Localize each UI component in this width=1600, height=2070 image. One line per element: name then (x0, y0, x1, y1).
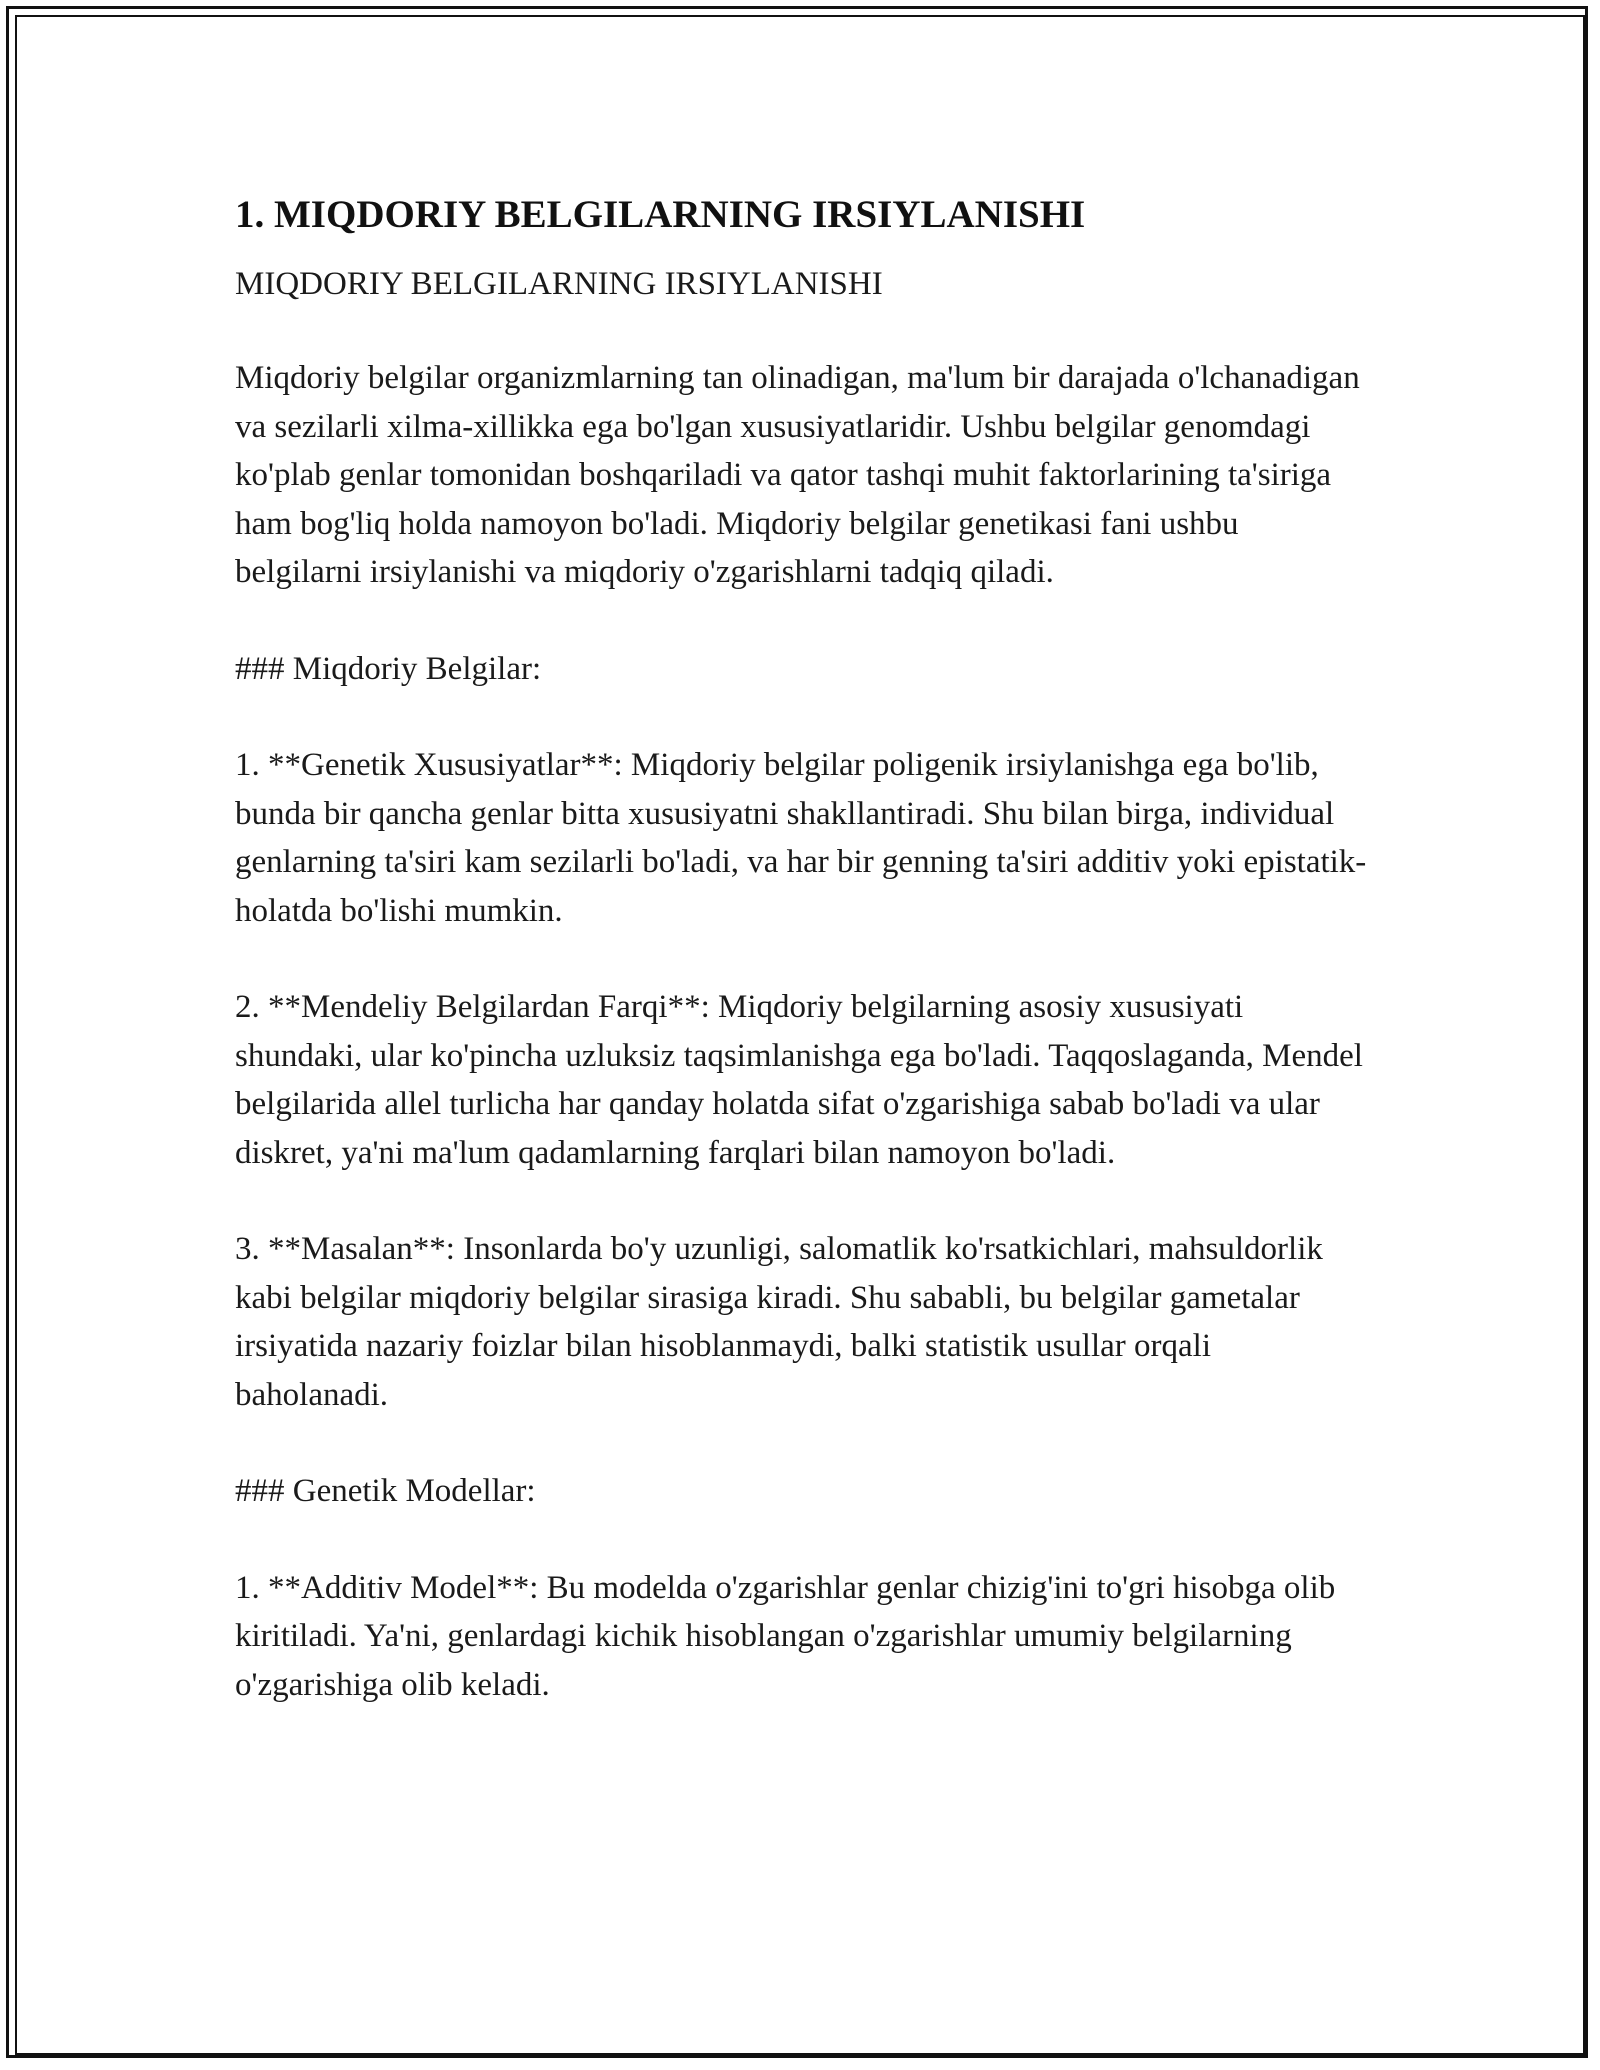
intro-paragraph: Miqdoriy belgilar organizmlarning tan olinadigan, ma'lum bir darajada o'lchanadigan va sezilarli xilma-xillikka ega bo'lgan xususiyatlaridir. Ushbu belgilar genomdagi ko'plab genlar tomonidan boshqariladi va qator tashqi muhit faktorlarining ta'siriga ham bog'liq holda namoyon bo'ladi. Miqdoriy belgilar genetikasi fani ushbu belgilarni irsiylanishi va miqdoriy o'zgarishlarni tadqiq qiladi. (235, 360, 1360, 590)
document-subtitle: MIQDORIY BELGILARNING IRSIYLANISHI (235, 266, 883, 302)
list-item-genetik-xususiyatlar: 1. **Genetik Xususiyatlar**: Miqdoriy belgilar poligenik irsiylanishga ega bo'lib, bunda bir qancha genlar bitta xususiyatni shakllantiradi. Shu bilan birga, individual genlarning ta'siri kam sezilarli bo'ladi, va har bir genning ta'siri additiv yoki epistatik-holatda bo'lishi mumkin. (235, 747, 1367, 929)
document-body (235, 190, 1370, 1757)
list-item-mendeliy-belgilardan-farqi: 2. **Mendeliy Belgilardan Farqi**: Miqdoriy belgilarning asosiy xususiyati shundaki, ular ko'pincha uzluksiz taqsimlanishga ega bo'ladi. Taqqoslaganda, Mendel belgilarida allel turlicha har qanday holatda sifat o'zgarishiga sabab bo'ladi va ular diskret, ya'ni ma'lum qadamlarning farqlari bilan namoyon bo'ladi. (235, 989, 1363, 1171)
list-item-additiv-model: 1. **Additiv Model**: Bu modelda o'zgarishlar genlar chizig'ini to'gri hisobga olib kiritiladi. Ya'ni, genlardagi kichik hisoblangan o'zgarishlar umumiy belgilarning o'zgarishiga olib keladi. (235, 1569, 1336, 1703)
section-heading-genetik-modellar: ### Genetik Modellar: (235, 1473, 536, 1509)
document-title: 1. MIQDORIY BELGILARNING IRSIYLANISHI (235, 193, 1086, 236)
list-item-masalan: 3. **Masalan**: Insonlarda bo'y uzunligi, salomatlik ko'rsatkichlari, mahsuldorlik kabi belgilar miqdoriy belgilar sirasiga kiradi. Shu sababli, bu belgilar gametalar irsiyatida nazariy foizlar bilan hisoblanmaydi, balki statistik usullar orqali baholanadi. (235, 1231, 1323, 1413)
section-heading-miqdoriy-belgilar: ### Miqdoriy Belgilar: (235, 650, 542, 687)
